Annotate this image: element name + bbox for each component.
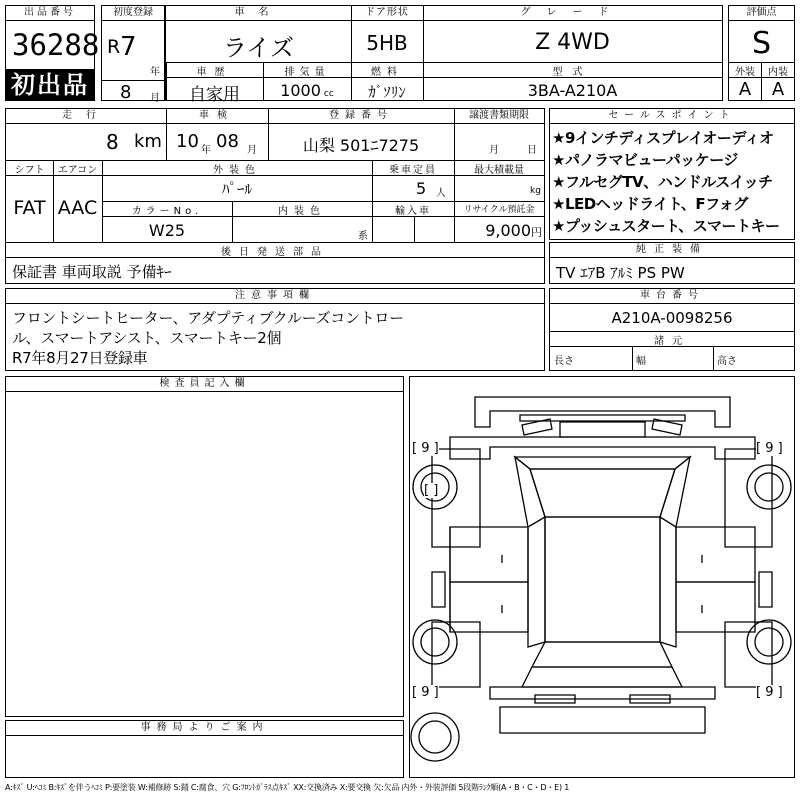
recycle-amount (454, 221, 542, 240)
grade-label: グレード (423, 6, 722, 21)
inspector-label: 検査員記入欄 (6, 377, 403, 392)
door-label: ドア形状 (351, 6, 423, 21)
legend: A:ｷｽﾞ U:ﾍｺﾐ B:ｷｽﾞを伴うﾍｺﾐ P:要塗装 W:補修跡 S:錆 C:腐食、穴 G:ﾌﾛﾝﾄｶﾞﾗｽ点ｷｽﾞ XX:交換済み X:要交換 欠:欠品 内外・外装評価 5段階ﾗﾝｸ順(A・B・C・D・E) 1 (5, 783, 570, 792)
sales-points-box (549, 108, 795, 240)
chassis-label: 車台番号 (550, 289, 794, 304)
height-label: 高さ (717, 356, 737, 367)
car-name-label: 車名 (166, 6, 351, 21)
displacement (263, 81, 351, 100)
mileage-label: 走行 (6, 109, 166, 124)
transfer-month-unit: 月 (489, 145, 499, 156)
tire-front-right: [ 9 ] (756, 441, 783, 456)
score-box (728, 5, 795, 101)
import-label: 輸入車 (395, 206, 431, 217)
notes-line-1: フロントシートヒーター、アダプティブクルーズコントロー (12, 309, 404, 327)
recycle-value: 9,000 (485, 221, 531, 240)
recycle-unit: 円 (531, 226, 542, 239)
shift-label: シフト (14, 165, 45, 176)
load-label: 最大積載量 (474, 165, 524, 176)
first-registration-label: 初度登録 (102, 6, 164, 21)
history: 自家用 (189, 85, 240, 105)
office-box (5, 720, 404, 778)
sales-point-1: ★9インチディスプレイオーディオ (552, 129, 774, 147)
tire-front-left: [ 9 ] (412, 441, 439, 456)
inspection-year-unit: 年 (201, 145, 211, 156)
month-unit: 月 (150, 93, 160, 104)
mileage-unit: km (134, 131, 162, 152)
int-color-label: 内装色 (278, 206, 326, 217)
car-name: ライズ (222, 34, 295, 62)
length-label: 長さ (554, 356, 574, 367)
history-label: 車歴 (196, 67, 233, 78)
inspection-year: 10 (176, 131, 199, 152)
equipment-label: 純正装備 (550, 243, 794, 258)
inspection-month: 08 (216, 131, 239, 152)
transfer-label: 譲渡書類期限 (454, 109, 544, 124)
first-registration-box (101, 5, 165, 104)
first-registration-year: 7 (120, 32, 137, 62)
tire-rear-right: [ 9 ] (756, 685, 783, 700)
capacity-unit: 人 (436, 188, 446, 199)
model-label: 型式 (552, 67, 593, 78)
sales-points-label: セールスポイント (550, 109, 794, 124)
displacement-label: 排気量 (284, 67, 330, 78)
recycle-label: リサイクル預託金 (463, 205, 535, 215)
year-unit: 年 (150, 67, 160, 78)
mileage: 8 (106, 130, 119, 154)
sales-point-2: ★パノラマビューパッケージ (552, 151, 738, 169)
ac: AAC (57, 197, 98, 219)
later-parts-label: 後日発送部品 (221, 247, 329, 258)
lot-number-box (5, 5, 100, 101)
office-label: 事務局よりご案内 (6, 721, 403, 736)
chassis-box (549, 288, 795, 371)
details-box (5, 108, 545, 284)
color-no-label: カラーNo. (131, 206, 203, 217)
lot-number: 36288 (12, 28, 100, 62)
exterior-label: 外装 (735, 67, 755, 78)
plate-label: 登録番号 (268, 109, 454, 124)
car-diagram (410, 377, 794, 777)
shift: FAT (13, 197, 46, 219)
capacity: 5 (416, 179, 427, 198)
fuel: ｶﾞｿﾘﾝ (368, 83, 406, 101)
first-listing-badge: 初出品 (6, 69, 94, 101)
capacity-label: 乗車定員 (389, 165, 437, 176)
inspector-box (5, 376, 404, 717)
interior-grade: A (771, 79, 785, 100)
fuel-label: 燃料 (371, 67, 403, 78)
inspection-month-unit: 月 (247, 145, 257, 156)
width-label: 幅 (636, 356, 646, 367)
score-label: 評価点 (729, 6, 794, 21)
later-parts: 保証書 車両取説 予備ｷｰ (12, 263, 172, 281)
lot-number-label: 出品番号 (6, 6, 94, 21)
equipment: TV ｴｱB ｱﾙﾐ PS PW (556, 264, 685, 282)
notes-label: 注意事項欄 (6, 289, 544, 304)
era: R (107, 36, 121, 58)
exterior-color: ﾊﾟｰﾙ (221, 180, 252, 198)
inspection-label: 車検 (166, 109, 268, 124)
notes-line-2: ル、スマートアシスト、スマートキー2個 (12, 329, 282, 347)
grade: Z 4WD (535, 30, 610, 55)
car-diagram-box (409, 376, 795, 778)
int-color-unit: 系 (358, 231, 368, 242)
displacement-value: 1000 (280, 81, 321, 100)
chassis-number: A210A-0098256 (611, 309, 733, 327)
transfer-day-unit: 日 (527, 145, 537, 156)
displacement-unit: cc (323, 89, 334, 99)
spare-tire: [ ] (424, 483, 439, 498)
first-registration-month: 8 (120, 82, 132, 103)
color-number: W25 (148, 221, 186, 240)
model: 3BA-A210A (527, 81, 618, 100)
sales-point-4: ★LEDヘッドライト、Fフォグ (552, 195, 748, 213)
vehicle-info-box (165, 5, 723, 105)
ac-label: エアコン (57, 165, 98, 176)
tire-rear-left: [ 9 ] (412, 685, 439, 700)
load-unit: kg (530, 186, 541, 196)
sales-point-5: ★プッシュスタート、スマートキー (552, 217, 780, 235)
plate-number: 山梨 501ﾆ7275 (302, 136, 420, 155)
notes-box (5, 288, 545, 371)
door-type: 5HB (366, 31, 408, 55)
notes-line-3: R7年8月27日登録車 (12, 349, 148, 367)
equipment-box (549, 242, 795, 284)
color-label: 外装色 (213, 165, 261, 176)
sales-point-3: ★フルセグTV、ハンドルスイッチ (552, 173, 773, 191)
exterior-grade: A (738, 79, 752, 100)
dims-label: 諸元 (654, 336, 690, 347)
score: S (751, 26, 772, 61)
interior-label: 内装 (768, 67, 788, 78)
